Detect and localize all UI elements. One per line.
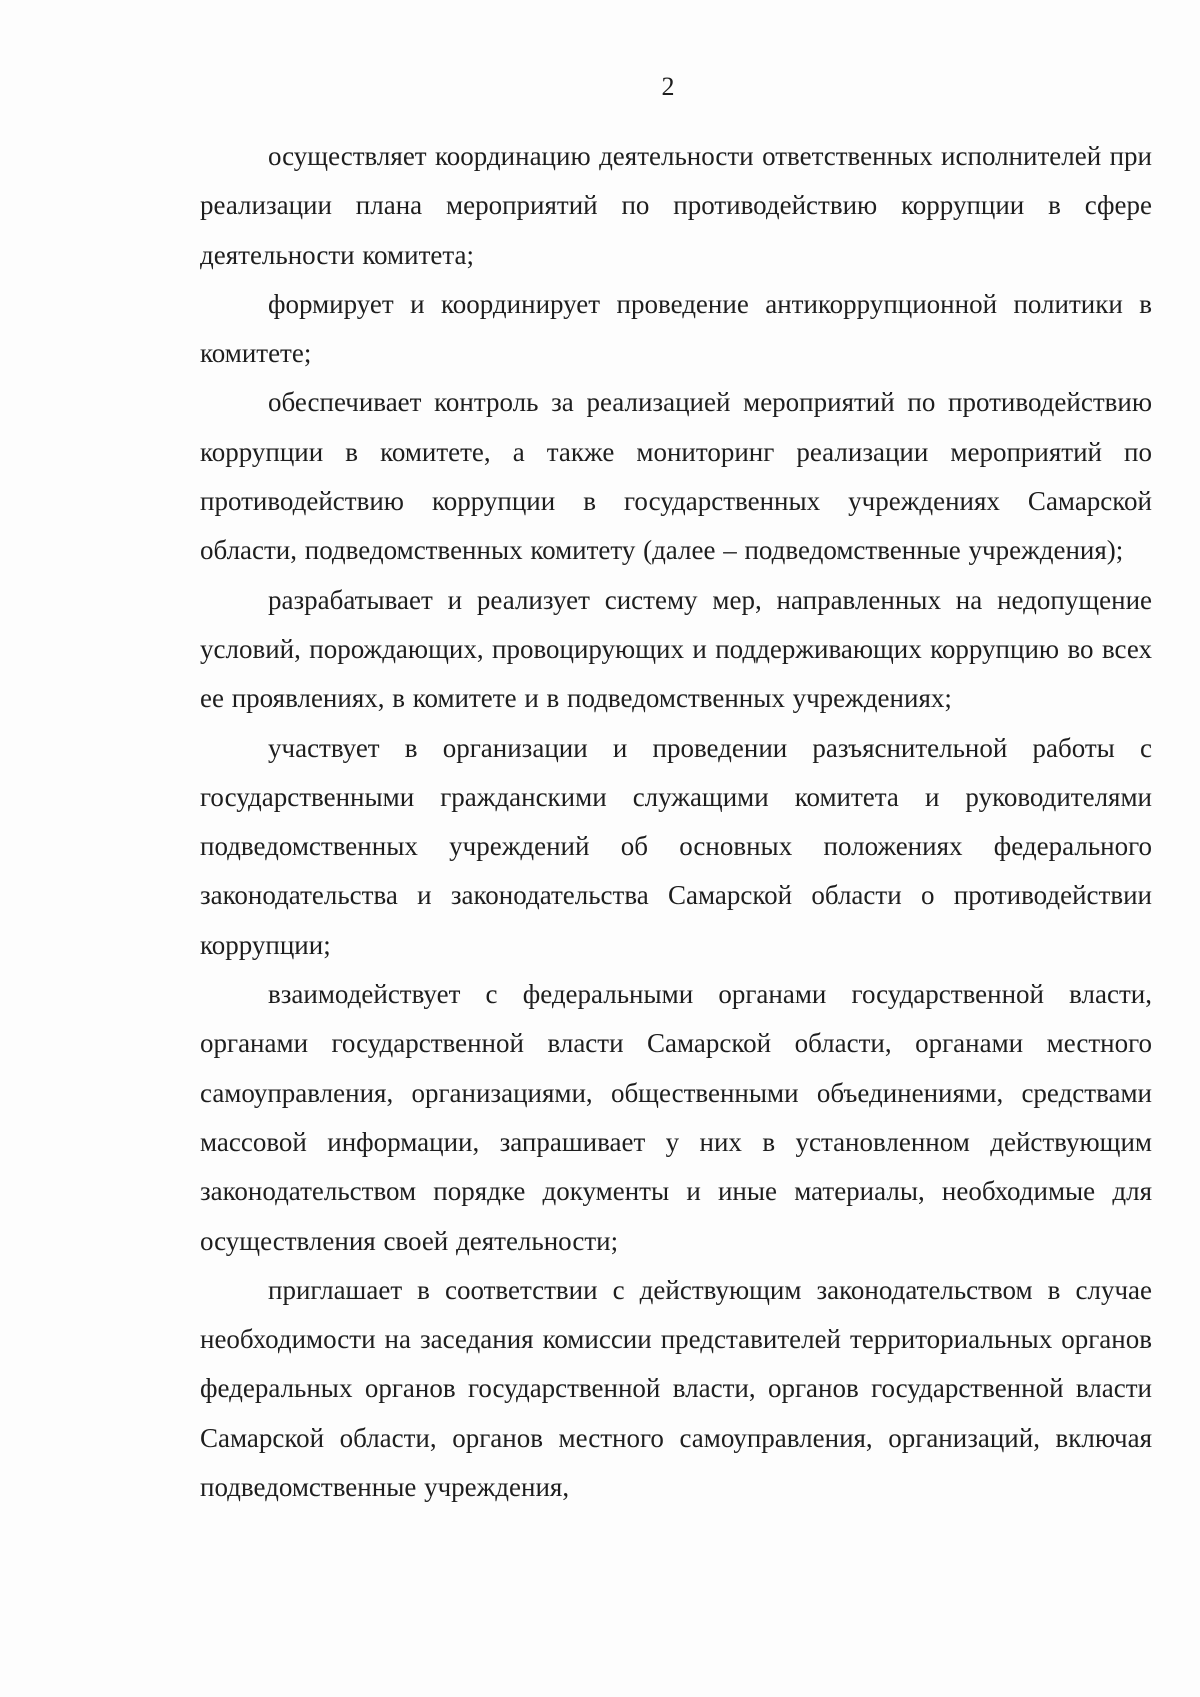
paragraph-measures: разрабатывает и реализует систему мер, направленных на недопущение условий, порождающих, провоцирующих и поддерживающих коррупцию во всех ее проявлениях, в комитете и в подведомственных учреждениях; (200, 584, 1152, 714)
paragraph-policy: формирует и координирует проведение антикоррупционной политики в комитете; (200, 288, 1152, 369)
paragraph-control: обеспечивает контроль за реализацией мероприятий по противодействию коррупции в комитете, а также мониторинг реализации мероприятий по противодействию коррупции в государственных учреждениях Самарской области, подведомственных комитету (далее – подведомственные учреждения); (200, 387, 1152, 566)
page-number: 2 (661, 72, 675, 101)
paragraph-explanatory-work: участвует в организации и проведении разъяснительной работы с государственными гражданскими служащими комитета и руководителями подведомственных учреждений об основных положениях федерального законодательства и законодательства Самарской области о противодействии коррупции; (200, 732, 1152, 960)
document-body (200, 132, 1152, 1512)
paragraph-invitation: приглашает в соответствии с действующим законодательством в случае необходимости на заседания комиссии представителей территориальных органов федеральных органов государственной власти, органов государственной власти Самарской области, органов местного самоуправления, организаций, включая подведомственные учреждения, (200, 1274, 1152, 1503)
paragraph-interaction: взаимодействует с федеральными органами государственной власти, органами государственной власти Самарской области, органами местного самоуправления, организациями, общественными объединениями, средствами массовой информации, запрашивает у них в установленном действующим законодательством порядке документы и иные материалы, необходимые для осуществления своей деятельности; (200, 979, 1152, 1256)
paragraph-coordination: осуществляет координацию деятельности ответственных исполнителей при реализации плана мероприятий по противодействию коррупции в сфере деятельности комитета; (200, 141, 1152, 270)
